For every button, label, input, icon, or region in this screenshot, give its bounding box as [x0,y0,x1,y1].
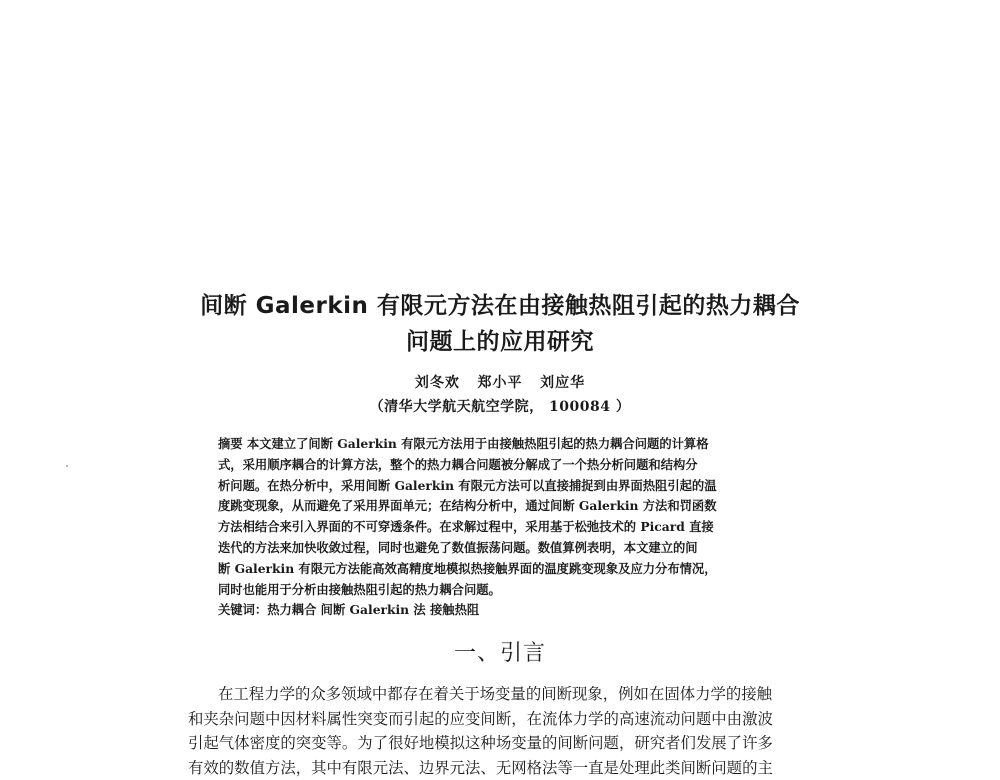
abstract-line: 度跳变现象，从而避免了采用界面单元；在结构分析中，通过间断 Galerkin 方法和罚函数 [218,496,794,517]
body-line: 有效的数值方法，其中有限元法、边界元法、无网格法等一直是处理此类间断问题的主 [188,756,828,780]
paper-title [150,288,850,360]
body-line: 在工程力学的众多领域中都存在着关于场变量的间断现象，例如在固体力学的接触 [188,682,828,707]
abstract-line-text: 本文建立了间断 Galerkin 有限元方法用于由接触热阻引起的热力耦合问题的计算格 [243,436,709,451]
scan-speck [66,465,68,467]
keywords-label: 关键词： [218,603,267,617]
affiliation: （清华大学航天航空学院， 100084 ） [300,396,700,416]
abstract-line: 方法相结合来引入界面的不可穿透条件。在求解过程中，采用基于松弛技术的 Picard 直接 [218,517,794,538]
keywords [218,600,794,618]
abstract-label: 摘要 [218,437,243,451]
abstract-line: 析问题。在热分析中，采用间断 Galerkin 有限元方法可以直接捕捉到由界面热阻引起的温 [218,476,794,497]
author-list: 刘冬欢 郑小平 刘应华 [300,372,700,392]
abstract-line [218,434,794,455]
body-paragraph [188,682,828,780]
title-line-1: 间断 Galerkin 有限元方法在由接触热阻引起的热力耦合 [150,288,850,324]
abstract-line: 同时也能用于分析由接触热阻引起的热力耦合问题。 [218,580,794,601]
body-line: 引起气体密度的突变等。为了很好地模拟这种场变量的间断问题，研究者们发展了许多 [188,731,828,756]
abstract [218,434,794,600]
section-heading-introduction: 一、引言 [300,636,700,667]
title-line-2: 问题上的应用研究 [150,324,850,360]
abstract-line: 式，采用顺序耦合的计算方法，整个的热力耦合问题被分解成了一个热分析问题和结构分 [218,455,794,476]
keywords-value: 热力耦合 间断 Galerkin 法 接触热阻 [267,602,479,617]
abstract-line: 迭代的方法来加快收敛过程，同时也避免了数值振荡问题。数值算例表明，本文建立的间 [218,538,794,559]
body-line: 和夹杂问题中因材料属性突变而引起的应变间断，在流体力学的高速流动问题中由激波 [188,707,828,732]
abstract-line: 断 Galerkin 有限元方法能高效高精度地模拟热接触界面的温度跳变现象及应力分布情况， [218,559,794,580]
